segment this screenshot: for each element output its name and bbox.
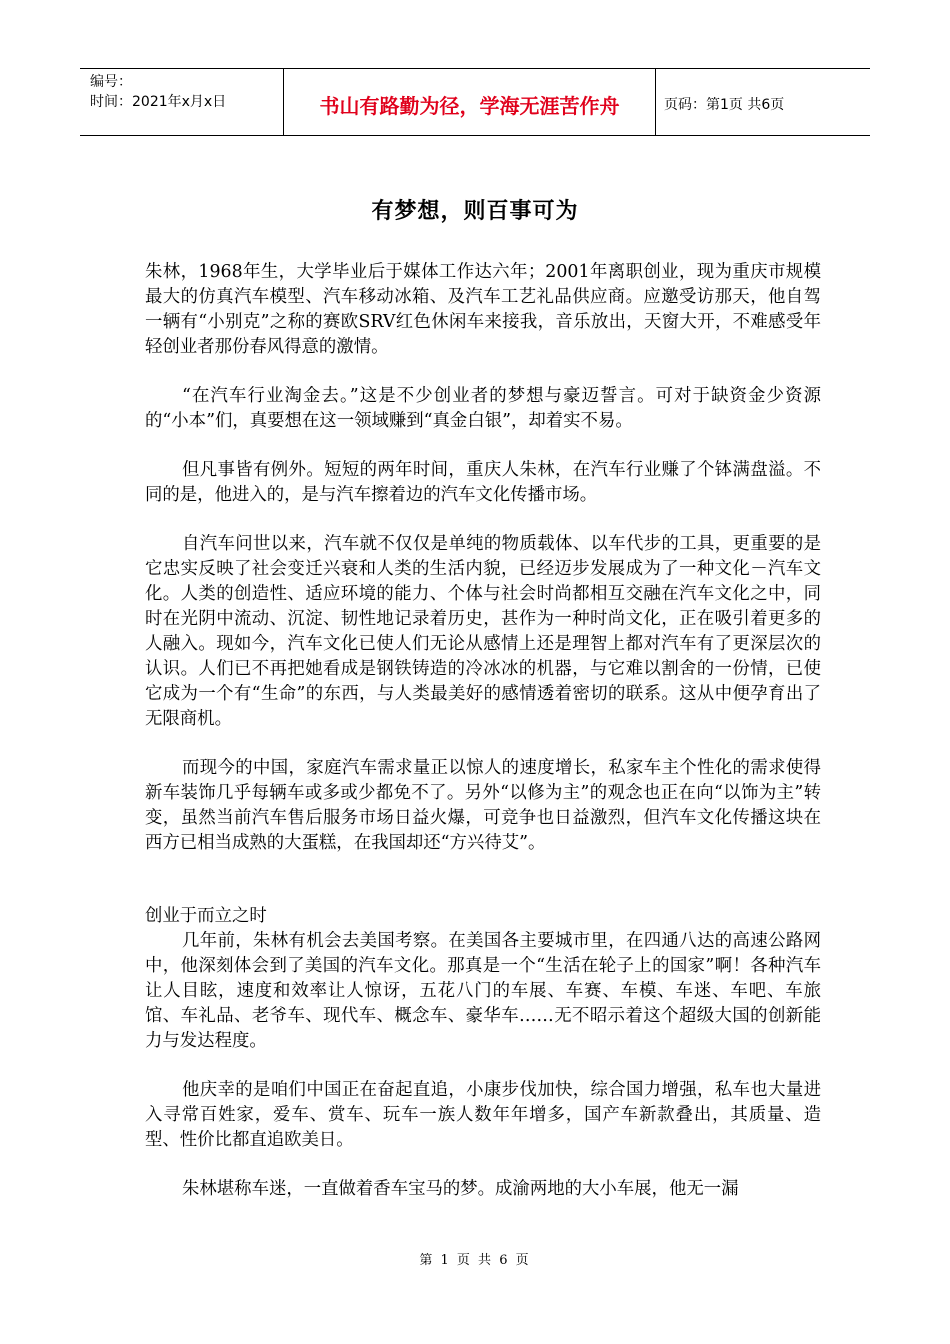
document-number-label: 编号： (90, 74, 132, 90)
paragraph: 他庆幸的是咱们中国正在奋起直追，小康步伐加快，综合国力增强，私车也大量进入寻常百姓家，爱车、赏车、玩车一族人数年年增多，国产车新款叠出，其质量、造型、性价比都直追欧美日。 (145, 1080, 821, 1150)
header-page-info: 页码：第1页 共6页 (664, 97, 785, 113)
paragraph: 朱林堪称车迷，一直做着香车宝马的梦。成渝两地的大小车展，他无一漏 (182, 1179, 739, 1199)
document-title: 有梦想，则百事可为 (371, 199, 579, 224)
paragraph: 几年前，朱林有机会去美国考察。在美国各主要城市里，在四通八达的高速公路网中，他深刻体会到了美国的汽车文化。那真是一个“生活在轮子上的国家”啊！各种汽车让人目眩，速度和效率让人惊讶，五花八门的车展、车赛、车模、车迷、车吧、车旅馆、车礼品、老爷车、现代车、概念车、豪华车……无不昭示着这个超级大国的创新能力与发达程度。 (145, 931, 821, 1051)
document-date-label: 时间：2021年x月x日 (90, 94, 227, 110)
paragraph: 而现今的中国，家庭汽车需求量正以惊人的速度增长，私家车主个性化的需求使得新车装饰几乎每辆车或多或少都免不了。另外“以修为主”的观念也正在向“以饰为主”转变，虽然当前汽车售后服务市场日益火爆，可竞争也日益激烈，但汽车文化传播这块在西方已相当成熟的大蛋糕，在我国却还“方兴待艾”。 (145, 758, 821, 853)
page-footer: 第 1 页 共 6 页 (419, 1253, 531, 1268)
document-header (80, 68, 870, 136)
paragraph: 朱林，1968年生，大学毕业后于媒体工作达六年；2001年离职创业，现为重庆市规模最大的仿真汽车模型、汽车移动冰箱、及汽车工艺礼品供应商。应邀受访那天，他自驾一辆有“小别克”之称的赛欧SRV红色休闲车来接我，音乐放出，天窗大开，不难感受年轻创业者那份春风得意的激情。 (145, 262, 821, 357)
section-heading: 创业于而立之时 (145, 906, 267, 926)
paragraph: 自汽车问世以来，汽车就不仅仅是单纯的物质载体、以车代步的工具，更重要的是它忠实反映了社会变迁兴衰和人类的生活内貌，已经迈步发展成为了一种文化－汽车文化。人类的创造性、适应环境的能力、个体与社会时尚都相互交融在汽车文化之中，同时在光阴中流动、沉淀、韧性地记录着历史，甚作为一种时尚文化，正在吸引着更多的人融入。现如今，汽车文化已使人们无论从感情上还是理智上都对汽车有了更深层次的认识。人们已不再把她看成是钢铁铸造的冷冰冰的机器，与它难以割舍的一份情，已使它成为一个有“生命”的东西，与人类最美好的感情透着密切的联系。这从中便孕育出了无限商机。 (145, 534, 821, 729)
paragraph: 但凡事皆有例外。短短的两年时间，重庆人朱林，在汽车行业赚了个钵满盘溢。不同的是，他进入的，是与汽车擦着边的汽车文化传播市场。 (145, 460, 821, 505)
header-motto: 书山有路勤为径，学海无涯苦作舟 (283, 69, 656, 135)
document-body (145, 260, 821, 1226)
paragraph: “在汽车行业淘金去。”这是不少创业者的梦想与豪迈誓言。可对于缺资金少资源的“小本”们，真要想在这一领域赚到“真金白银”，却着实不易。 (145, 386, 821, 431)
header-meta (80, 69, 283, 135)
